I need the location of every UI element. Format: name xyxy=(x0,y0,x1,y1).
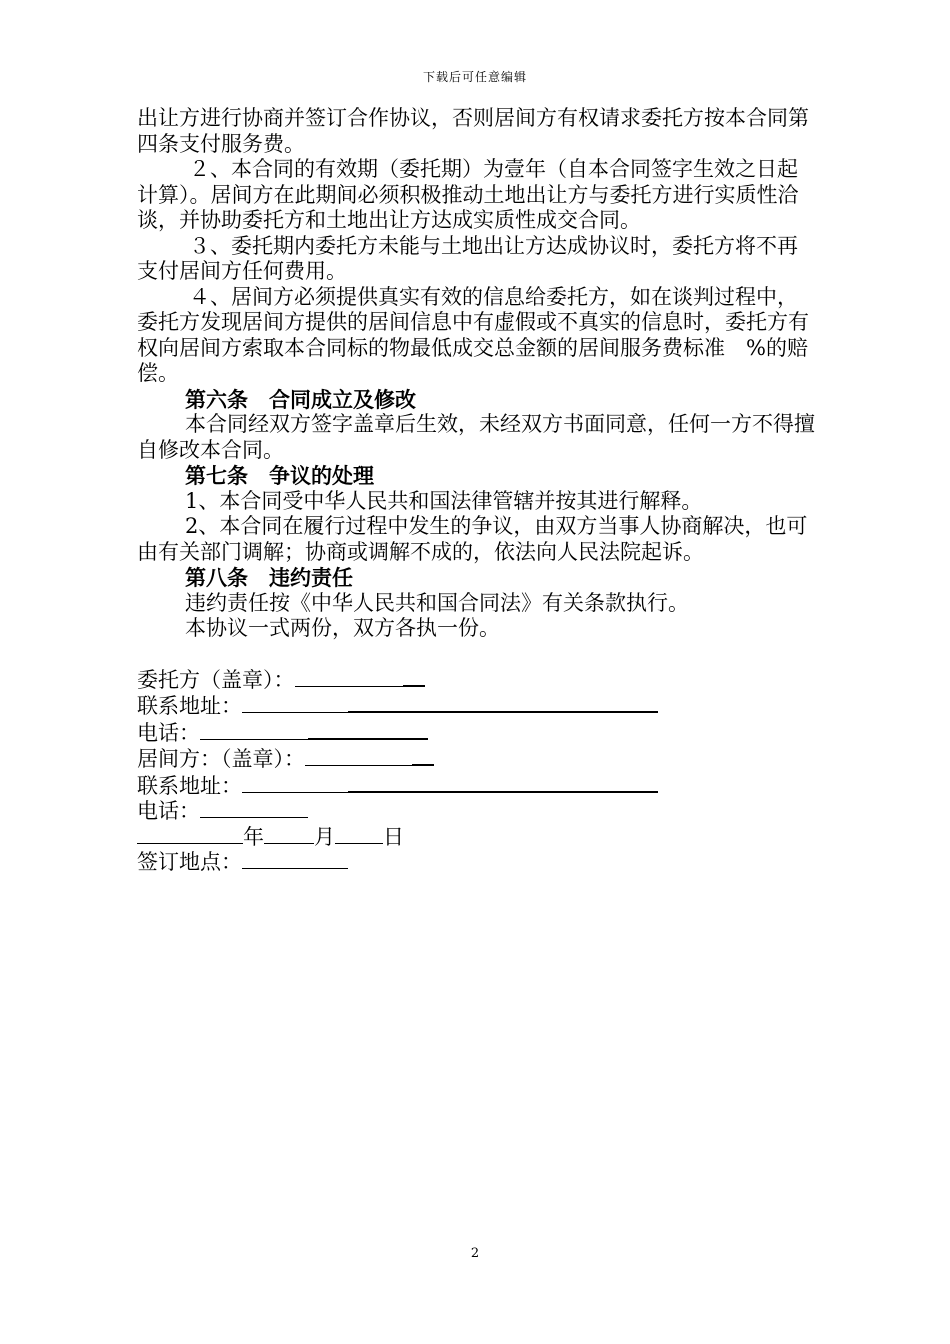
clause-5-3: ３、委托期内委托方未能与土地出让方达成协议时，委托方将不再支付居间方任何费用。 xyxy=(137,233,798,283)
page-number: 2 xyxy=(470,1246,480,1261)
broker-seal-line xyxy=(137,746,817,773)
clause-7-1: 1、本合同受中华人民共和国法律管辖并按其进行解释。 xyxy=(185,488,703,513)
clause-5-4: ４、居间方必须提供真实有效的信息给委托方，如在谈判过程中，委托方发现居间方提供的居间信息中有虚假或不真实的信息时，委托方有权向居间方索取本合同标的物最低成交总金额的居间服务费标准 %的赔偿。 xyxy=(137,284,809,385)
day-label: 日 xyxy=(383,824,404,849)
date-line xyxy=(137,825,817,851)
client-address-label: 联系地址： xyxy=(137,694,242,718)
broker-phone-blank xyxy=(200,799,308,818)
article-6-text: 本合同经双方签字盖章后生效，未经双方书面同意，任何一方不得擅自修改本合同。 xyxy=(137,412,815,462)
broker-address-label: 联系地址： xyxy=(137,773,242,798)
year-blank xyxy=(137,825,243,844)
client-seal-line xyxy=(137,667,817,694)
article-6-heading: 第六条 合同成立及修改 xyxy=(185,386,416,412)
place-blank xyxy=(242,850,348,869)
client-seal-blank xyxy=(295,668,403,687)
broker-seal-blank-end xyxy=(412,746,434,766)
page-header: 下载后可任意编辑 xyxy=(422,70,527,84)
broker-seal-blank xyxy=(305,747,412,766)
broker-phone-label: 电话： xyxy=(137,799,200,823)
client-phone-label: 电话： xyxy=(137,720,200,745)
spacer xyxy=(137,642,817,667)
clause-7-2: 2、本合同在履行过程中发生的争议，由双方当事人协商解决，也可由有关部门调解；协商或调解不成的，依法向人民法院起诉。 xyxy=(137,514,808,564)
client-seal-label: 委托方（盖章）： xyxy=(137,667,295,692)
client-address-line xyxy=(137,693,817,720)
month-blank xyxy=(264,825,314,844)
client-seal-blank-end xyxy=(403,667,425,687)
client-phone-blank xyxy=(200,721,308,740)
paragraph-continued: 出让方进行协商并签订合作协议，否则居间方有权请求委托方按本合同第四条支付服务费。 xyxy=(137,106,809,156)
article-8-text: 违约责任按《中华人民共和国合同法》有关条款执行。 xyxy=(185,590,689,615)
broker-phone-line xyxy=(137,799,817,825)
copies-statement: 本协议一式两份，双方各执一份。 xyxy=(185,616,500,640)
broker-address-line xyxy=(137,773,817,800)
place-label: 签订地点： xyxy=(137,850,242,874)
document-body xyxy=(137,106,817,876)
clause-5-2: ２、本合同的有效期（委托期）为壹年（自本合同签字生效之日起计算）。居间方在此期间必须积极推动土地出让方与委托方进行实质性洽谈，并协助委托方和土地出让方达成实质性成交合同。 xyxy=(137,157,799,232)
article-8-heading: 第八条 违约责任 xyxy=(185,565,353,590)
broker-address-blank-end xyxy=(348,773,658,793)
client-phone-line xyxy=(137,720,817,747)
place-line xyxy=(137,850,817,876)
broker-address-blank xyxy=(242,774,348,793)
client-phone-blank-end xyxy=(308,720,428,740)
broker-seal-label: 居间方：（盖章）： xyxy=(137,747,305,771)
month-label: 月 xyxy=(314,824,335,849)
day-blank xyxy=(335,825,383,844)
year-label: 年 xyxy=(243,824,264,849)
client-address-blank xyxy=(242,694,348,713)
client-address-blank-end xyxy=(348,693,658,713)
article-7-heading: 第七条 争议的处理 xyxy=(185,463,374,488)
